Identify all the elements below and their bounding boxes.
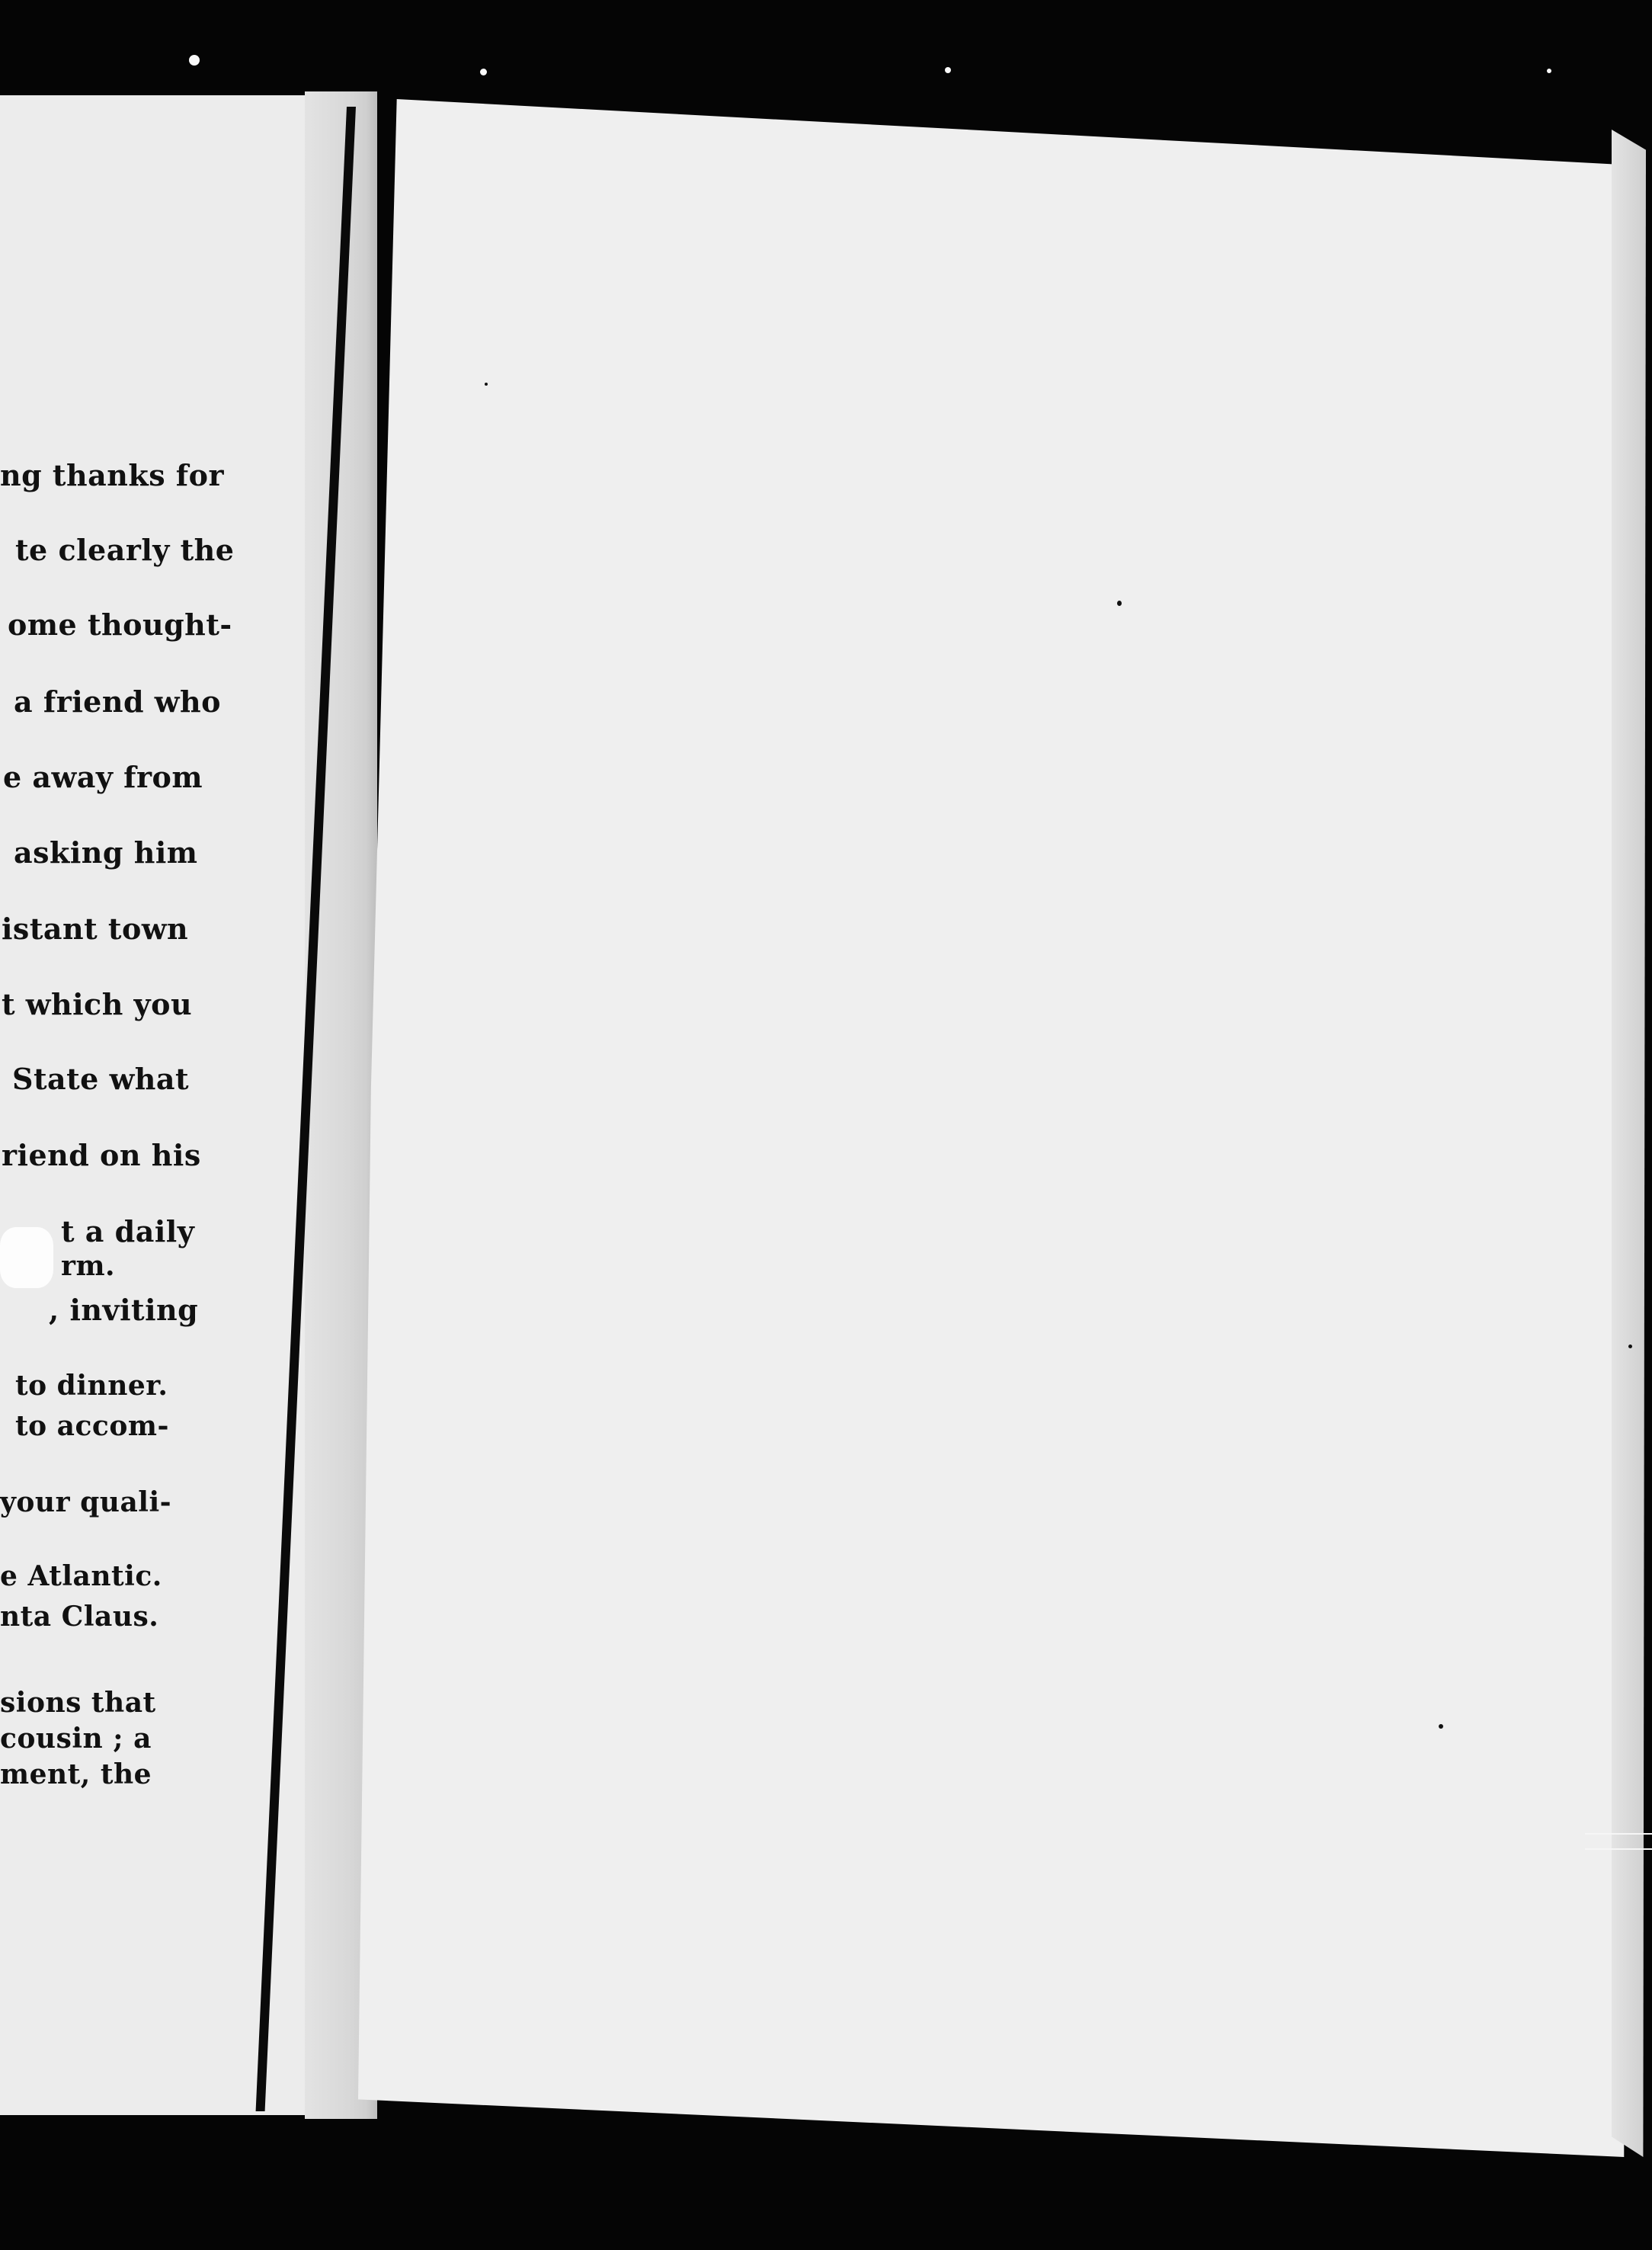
margin-mark (1585, 1833, 1652, 1835)
text-line: e away from (3, 760, 203, 794)
dust-speck (1628, 1345, 1632, 1348)
text-line: cousin ; a (0, 1723, 152, 1755)
dust-speck (1117, 601, 1122, 606)
dust-speck (485, 383, 488, 386)
text-line: your quali- (0, 1486, 172, 1518)
dust-speck (1547, 69, 1551, 73)
text-line: ment, the (0, 1758, 152, 1790)
dust-speck (480, 69, 487, 75)
text-line: nta Claus. (0, 1601, 159, 1633)
text-line: t which you (2, 987, 193, 1021)
text-line: a friend who (14, 684, 221, 719)
right-page-blank (358, 99, 1646, 2157)
text-line: e Atlantic. (0, 1560, 162, 1592)
left-page-text (0, 0, 235, 2250)
right-page-edge (1612, 130, 1646, 2157)
dust-speck (1439, 1724, 1443, 1729)
text-line: State what (12, 1062, 190, 1096)
text-line: asking him (14, 835, 198, 870)
text-line: t a daily (61, 1214, 195, 1248)
text-line: istant town (2, 912, 189, 946)
dust-speck (945, 67, 951, 73)
text-line: ng thanks for (0, 458, 225, 492)
text-line: sions that (0, 1687, 156, 1719)
text-line: to dinner. (15, 1370, 168, 1402)
margin-mark (1585, 1848, 1652, 1850)
text-line: to accom- (15, 1410, 169, 1442)
text-line: ome thought- (8, 607, 232, 642)
text-line: riend on his (2, 1138, 201, 1172)
text-line: rm. (61, 1250, 116, 1282)
text-line: te clearly the (15, 533, 235, 567)
text-line: , inviting (49, 1293, 199, 1327)
